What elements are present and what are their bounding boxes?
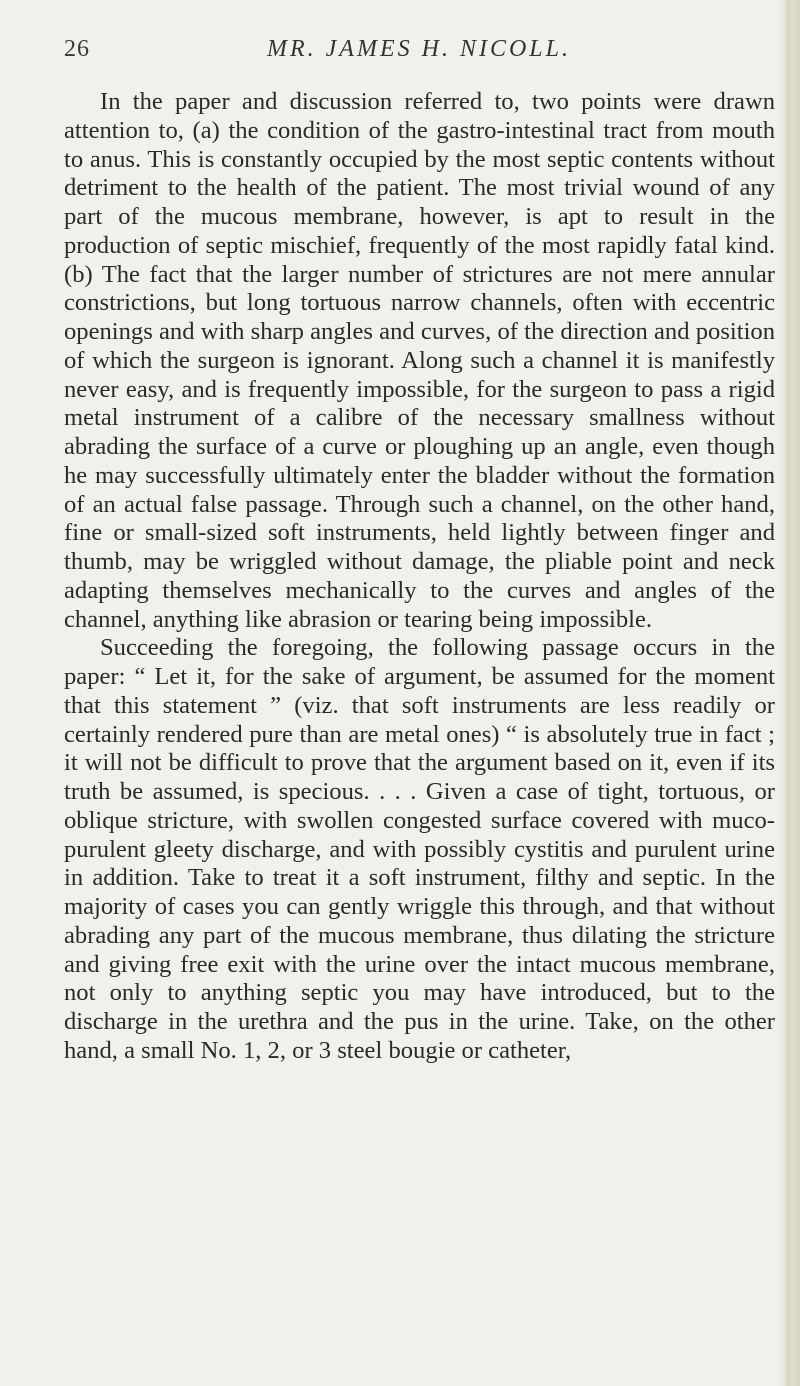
paragraph: In the paper and discussion referred to, two points were drawn attention to, (a) the condition of the gastro-intestinal tract from mouth to anus. This is constantly occupied by the most septic contents without detriment to the health of the patient. The most trivial wound of any part of the mucous membrane, however, is apt to result in the production of septic mischief, frequently of the most rapidly fatal kind. (b) The fact that the larger number of strictures are not mere annular constrictions, but long tortuous narrow channels, often with eccentric openings and with sharp angles and curves, of the direction and position of which the surgeon is ignorant. Along such a channel it is manifestly never easy, and is frequently impossible, for the surgeon to pass a rigid metal instrument of a calibre of the necessary smallness without abrading the surface of a curve or ploughing up an angle, even though he may successfully ultimately enter the bladder without the formation of an actual false passage. Through such a channel, on the other hand, fine or small-sized soft instruments, held lightly between finger and thumb, may be wriggled without damage, the pliable point and neck adapting themselves mechanically to the curves and angles of the channel, anything like abrasion or tearing being impossible.: [64, 88, 775, 633]
page-number: 26: [64, 36, 90, 62]
page-edge-shadow: [784, 0, 790, 1386]
paragraph: Succeeding the foregoing, the following passage occurs in the paper: “ Let it, for the sake of argument, be assumed for the moment that this statement ” (viz. that soft instruments are less readily or certainly rendered pure than are metal ones) “ is absolutely true in fact ; it will not be difficult to prove that the argument based on it, even if its truth be assumed, is specious. . . . Given a case of tight, tortuous, or oblique stricture, with swollen congested surface covered with muco-purulent gleety discharge, and with possibly cystitis and purulent urine in addition. Take to treat it a soft instrument, filthy and septic. In the majority of cases you can gently wriggle this through, and that without abrading any part of the mucous membrane, thus dilating the stricture and giving free exit with the urine over the intact mucous membrane, not only to anything septic you may have introduced, but to the discharge in the urethra and the pus in the urine. Take, on the other hand, a small No. 1, 2, or 3 steel bougie or catheter,: [64, 634, 775, 1064]
running-title: MR. JAMES H. NICOLL.: [267, 36, 571, 62]
running-head: [64, 32, 774, 72]
body-text: [64, 88, 775, 1066]
